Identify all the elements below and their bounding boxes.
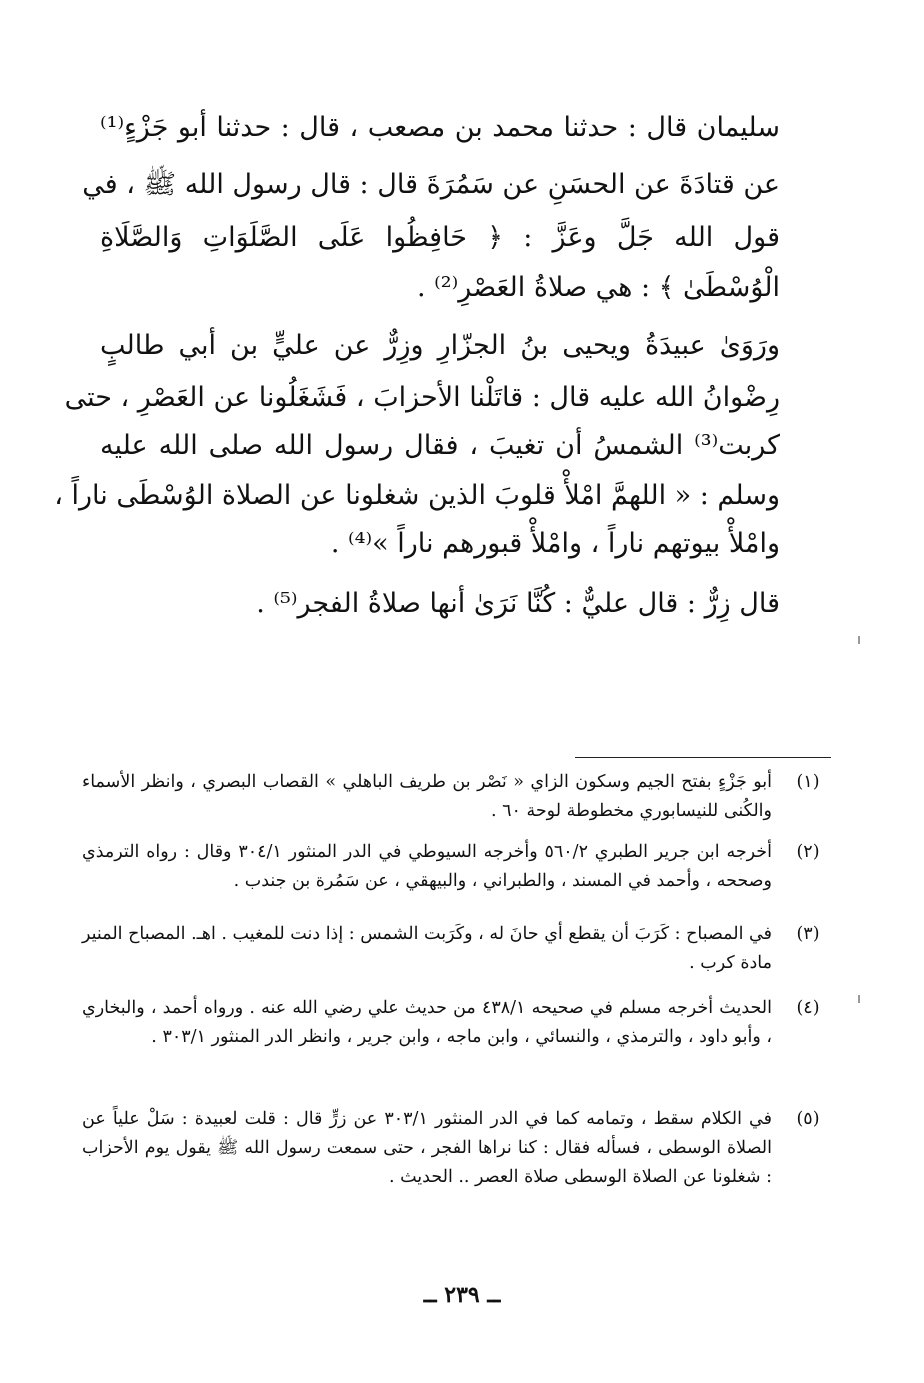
footnote-text: الحديث أخرجه مسلم في صحيحه ٤٣٨/١ من حديث علي رضي الله عنه . ورواه أحمد ، والبخاري ، وأبو داود ، والترمذي ، والنسائي ، وابن ماجه ، وابن جرير ، وانظر الدر المنثور ٣٠٣/١ . <box>82 998 772 1047</box>
footnote <box>80 838 830 902</box>
text-line: قال زِرٌّ : قال عليٌّ : كُنَّا نَرَىٰ أنها صلاةُ الفجر⁽⁵⁾ . <box>256 588 780 619</box>
footnote-number: (١) <box>796 772 820 792</box>
footnote <box>80 920 830 984</box>
text-line: كربت⁽³⁾ الشمسُ أن تغيبَ ، فقال رسول الله صلى الله عليه <box>100 430 780 461</box>
scan-mark <box>858 636 860 644</box>
page-number: ــ ٢٣٩ ــ <box>423 1282 501 1308</box>
footnote-text: أخرجه ابن جرير الطبري ٥٦٠/٢ وأخرجه السيوطي في الدر المنثور ٣٠٤/١ وقال : رواه الترمذي وصححه ، وأحمد في المسند ، والطبراني ، والبيهقي ، عن سَمُرة بن جندب . <box>82 842 772 891</box>
text-line: عن قتادَةَ عن الحسَنِ عن سَمُرَةَ قال : قال رسول الله ﷺ ، في <box>82 169 780 200</box>
text-line: وامْلأْ بيوتهم ناراً ، وامْلأْ قبورهم ناراً »⁽⁴⁾ . <box>330 528 780 559</box>
footnote <box>80 1105 830 1201</box>
footnote-text: في المصباح : كَرَبَ أن يقطع أي حانَ له ، وكَرَبت الشمس : إذا دنت للمغيب . اهـ. المصباح المنير مادة كرب . <box>82 924 772 973</box>
footnote-number: (٢) <box>796 842 820 862</box>
footnote-divider <box>575 757 831 758</box>
footnote-text: أبو جَزْءٍ بفتح الجيم وسكون الزاي « نَصْر بن طريف الباهلي » القصاب البصري ، وانظر الأسماء والكُنى للنيسابوري مخطوطة لوحة ٦٠ . <box>82 772 772 821</box>
footnote-number: (٤) <box>796 998 820 1018</box>
scan-mark <box>858 995 860 1003</box>
text-line: وسلم : « اللهمَّ امْلأْ قلوبَ الذين شغلونا عن الصلاة الوُسْطَى ناراً ، <box>54 480 780 511</box>
text-line: الْوُسْطَىٰ ﴾ : هي صلاةُ العَصْرِ⁽²⁾ . <box>416 272 780 303</box>
text-line: سليمان قال : حدثنا محمد بن مصعب ، قال : حدثنا أبو جَزْءٍ⁽¹⁾ <box>100 112 780 143</box>
text-line: رِضْوانُ الله عليه قال : قاتَلْنا الأحزابَ ، فَشَغَلُونا عن العَصْرِ ، حتى <box>64 382 780 413</box>
footnote <box>80 768 830 832</box>
footnote <box>80 994 830 1090</box>
footnote-text: في الكلام سقط ، وتمامه كما في الدر المنثور ٣٠٣/١ عن زرٍّ قال : قلت لعبيدة : سَلْ علياً عن الصلاة الوسطى ، فسأله فقال : كنا نراها الفجر ، حتى سمعت رسول الله ﷺ يقول يوم الأحزاب : شغلونا عن الصلاة الوسطى صلاة العصر .. الحديث . <box>82 1109 772 1187</box>
footnote-number: (٣) <box>796 924 820 944</box>
text-line: قول الله جَلَّ وعَزَّ : ﴿ حَافِظُوا عَلَى الصَّلَوَاتِ وَالصَّلَاةِ <box>100 222 780 253</box>
text-line: ورَوَىٰ عبيدَةُ ويحيى بنُ الجزّارِ وزِرٌّ عن عليٍّ بن أبي طالبٍ <box>100 330 780 361</box>
footnote-number: (٥) <box>796 1109 820 1129</box>
